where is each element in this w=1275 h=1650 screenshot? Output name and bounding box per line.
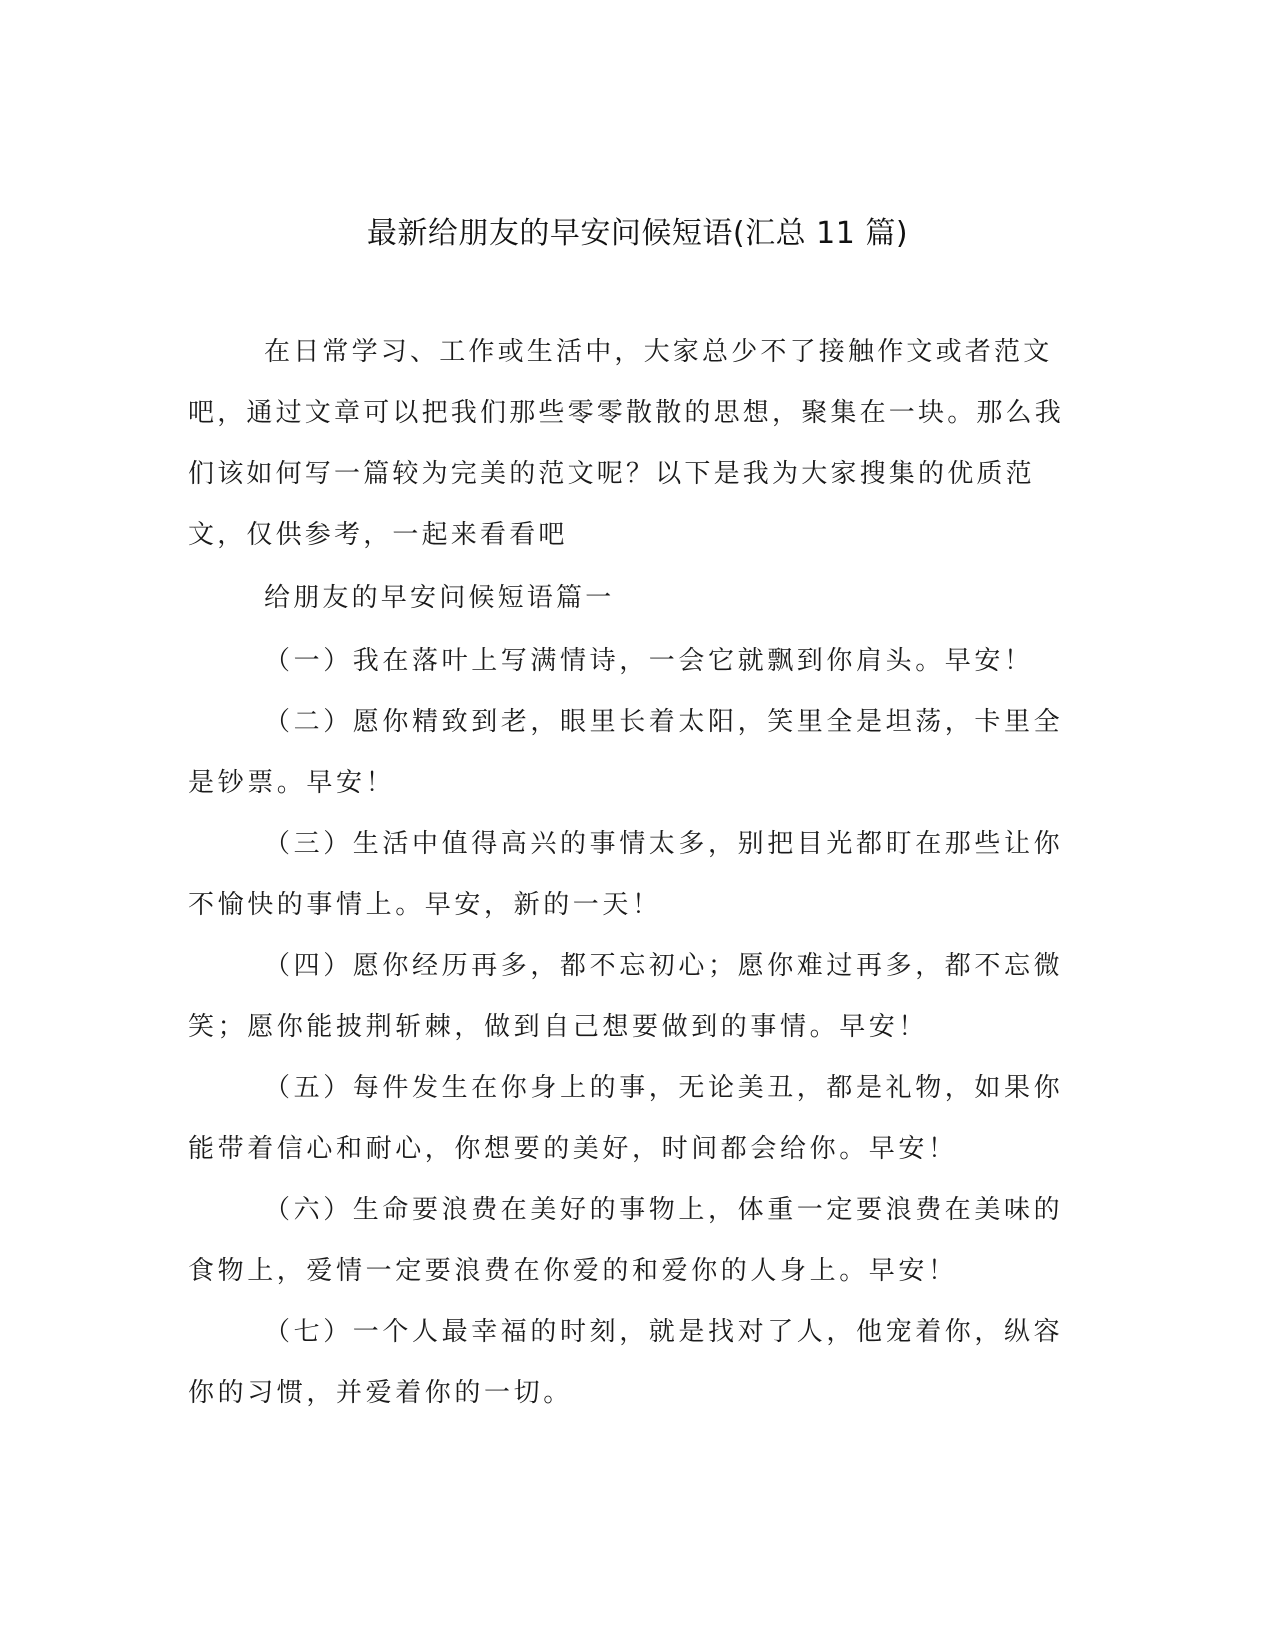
greeting-item-7: （七）一个人最幸福的时刻，就是找对了人，他宠着你，纵容你的习惯，并爱着你的一切。 (188, 1317, 1064, 1408)
greeting-item-2: （二）愿你精致到老，眼里长着太阳，笑里全是坦荡，卡里全是钞票。早安！ (188, 707, 1064, 798)
section-heading: 给朋友的早安问候短语篇一 (264, 583, 615, 613)
intro-paragraph: 在日常学习、工作或生活中，大家总少不了接触作文或者范文吧，通过文章可以把我们那些零零散散的思想，聚集在一块。那么我们该如何写一篇较为完美的范文呢？以下是我为大家搜集的优质范文，仅供参考，一起来看看吧 (188, 337, 1065, 550)
document-body (188, 322, 1068, 1424)
document-title: 最新给朋友的早安问候短语(汇总 11 篇) (366, 216, 909, 251)
greeting-item-3: （三）生活中值得高兴的事情太多，别把目光都盯在那些让你不愉快的事情上。早安，新的一天！ (188, 829, 1064, 920)
greeting-item-6: （六）生命要浪费在美好的事物上，体重一定要浪费在美味的食物上，爱情一定要浪费在你爱的和爱你的人身上。早安！ (188, 1195, 1064, 1286)
greeting-item-1: （一）我在落叶上写满情诗，一会它就飘到你肩头。早安！ (264, 646, 1034, 676)
greeting-item-4: （四）愿你经历再多，都不忘初心；愿你难过再多，都不忘微笑；愿你能披荆斩棘，做到自己想要做到的事情。早安！ (188, 951, 1064, 1042)
greeting-item-5: （五）每件发生在你身上的事，无论美丑，都是礼物，如果你能带着信心和耐心，你想要的美好，时间都会给你。早安！ (188, 1073, 1064, 1164)
